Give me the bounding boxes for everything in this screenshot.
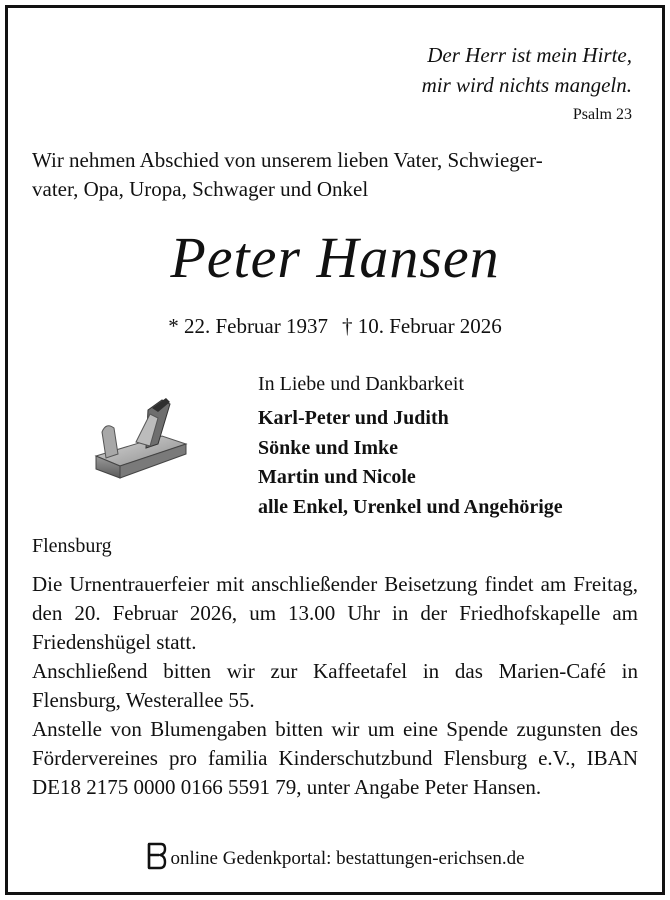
- verse-line-2: mir wird nichts mangeln.: [421, 73, 632, 97]
- mourner-name: Sönke und Imke: [258, 436, 399, 459]
- place-name: Flensburg: [32, 535, 112, 557]
- donation-text: Anstelle von Blumengaben bitten wir um eine Spende zugunsten des Fördervereines pro familia Kinderschutzbund Flensburg e.V., IBAN DE18 2175 0000 0166 5591 79, unter Angabe Peter Hansen.: [32, 717, 638, 799]
- death-date: † 10. Februar 2026: [342, 314, 502, 338]
- verse-line-1: Der Herr ist mein Hirte,: [427, 43, 632, 67]
- deceased-name: Peter Hansen: [170, 225, 500, 290]
- verse-reference: Psalm 23: [572, 106, 632, 123]
- psalm-verse: [422, 40, 632, 126]
- wood-plane-icon: [92, 392, 192, 484]
- mourner-name: Karl-Peter und Judith: [258, 407, 449, 429]
- footer: [0, 842, 670, 873]
- mourner-name: alle Enkel, Urenkel und Angehörige: [258, 495, 563, 518]
- life-dates: [0, 312, 670, 340]
- coffee-text: Anschließend bitten wir zur Kaffeetafel in das Marien-Café in Flensburg, Westerallee 55.: [32, 659, 638, 712]
- intro-line-1: Wir nehmen Abschied von unserem lieben Vater, Schwieger-: [32, 148, 543, 172]
- birth-date: * 22. Februar 1937: [168, 314, 328, 338]
- ceremony-text: Die Urnentrauerfeier mit anschließender Beisetzung findet am Freitag, den 20. Februar 2026, um 13.00 Uhr in der Friedhofskapelle am Friedenshügel statt.: [32, 572, 638, 654]
- intro-line-2: vater, Opa, Uropa, Schwager und Onkel: [32, 177, 369, 201]
- mourner-name: Martin und Nicole: [258, 466, 416, 488]
- mourners-lead: In Liebe und Dankbarkeit: [258, 373, 465, 395]
- mourners-block: [258, 370, 563, 522]
- erichsen-logo-icon: [145, 842, 167, 870]
- funeral-details: [32, 570, 638, 802]
- memorial-portal-link[interactable]: online Gedenkportal: bestattungen-erichsen.de: [170, 848, 525, 869]
- intro-text: [32, 146, 640, 204]
